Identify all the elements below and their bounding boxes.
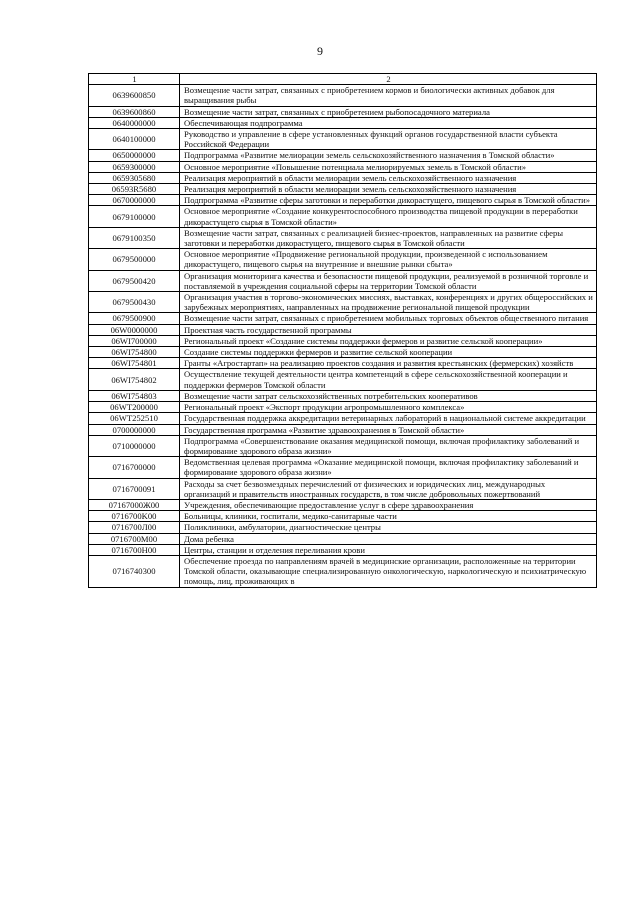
table-row bbox=[89, 390, 597, 401]
row-code: 06WI700000 bbox=[89, 335, 180, 346]
table-row bbox=[89, 555, 597, 587]
table-row bbox=[89, 533, 597, 544]
row-name: Обеспечивающая подпрограмма bbox=[180, 117, 597, 128]
column-header-name: 2 bbox=[180, 74, 597, 85]
row-name: Региональный проект «Создание системы поддержки фермеров и развитие сельской кооперации» bbox=[180, 335, 597, 346]
row-name: Государственная программа «Развитие здравоохранения в Томской области» bbox=[180, 424, 597, 435]
row-name: Дома ребенка bbox=[180, 533, 597, 544]
row-code: 06W0000000 bbox=[89, 324, 180, 335]
row-code: 0670000000 bbox=[89, 195, 180, 206]
row-name: Центры, станции и отделения переливания крови bbox=[180, 544, 597, 555]
table-row bbox=[89, 435, 597, 456]
table-row bbox=[89, 358, 597, 369]
row-name: Подпрограмма «Развитие сферы заготовки и переработки дикорастущего, пищевого сырья в Томской области» bbox=[180, 195, 597, 206]
table-row bbox=[89, 195, 597, 206]
table-row bbox=[89, 85, 597, 106]
table-row bbox=[89, 478, 597, 499]
row-code: 0679100350 bbox=[89, 227, 180, 248]
row-code: 07167000Ж00 bbox=[89, 499, 180, 510]
row-name: Создание системы поддержки фермеров и развитие сельской кооперации bbox=[180, 347, 597, 358]
row-name: Реализация мероприятий в области мелиорации земель сельскохозяйственного назначения bbox=[180, 184, 597, 195]
row-name: Основное мероприятие «Продвижение региональной продукции, произведенной с использованием дикорастущего, пищевого сырья на внутренние и внешние рынки сбыта» bbox=[180, 249, 597, 270]
row-code: 0639600860 bbox=[89, 106, 180, 117]
table-row bbox=[89, 402, 597, 413]
row-name: Ведомственная целевая программа «Оказание медицинской помощи, включая профилактику заболеваний и формирование здорового образа жизни» bbox=[180, 457, 597, 478]
row-name: Расходы за счет безвозмездных перечислений от физических и юридических лиц, международных организаций и правительств иностранных государств, в том числе добровольных пожертвований bbox=[180, 478, 597, 499]
row-name: Руководство и управление в сфере установленных функций органов государственной власти субъекта Российской Федерации bbox=[180, 129, 597, 150]
table-row bbox=[89, 172, 597, 183]
row-name: Реализация мероприятий в области мелиорации земель сельскохозяйственного назначения bbox=[180, 172, 597, 183]
row-code: 0679500000 bbox=[89, 249, 180, 270]
row-name: Основное мероприятие «Повышение потенциала мелиорируемых земель в Томской области» bbox=[180, 161, 597, 172]
row-name: Основное мероприятие «Создание конкурентоспособного производства пищевой продукции в переработки дикорастущего сырья в Томской области» bbox=[180, 206, 597, 227]
row-code: 06WI754802 bbox=[89, 369, 180, 390]
row-name: Гранты «Агростартап» на реализацию проектов создания и развития крестьянских (фермерских) хозяйств bbox=[180, 358, 597, 369]
budget-classification-table bbox=[88, 73, 597, 588]
table-header-row bbox=[89, 74, 597, 85]
table-row bbox=[89, 184, 597, 195]
row-name: Возмещение части затрат, связанных с реализацией бизнес-проектов, направленных на развитие сферы заготовки и переработки дикорастущего, пищевого сырья в Томской области bbox=[180, 227, 597, 248]
table-row bbox=[89, 544, 597, 555]
table-row bbox=[89, 129, 597, 150]
row-code: 0716740300 bbox=[89, 555, 180, 587]
row-code: 0639600850 bbox=[89, 85, 180, 106]
row-code: 0679500900 bbox=[89, 313, 180, 324]
table-row bbox=[89, 413, 597, 424]
table-row bbox=[89, 335, 597, 346]
table-row bbox=[89, 227, 597, 248]
row-name: Проектная часть государственной программы bbox=[180, 324, 597, 335]
table-row bbox=[89, 313, 597, 324]
page-number: 9 bbox=[317, 44, 323, 58]
row-code: 06WI754803 bbox=[89, 390, 180, 401]
row-code: 0716700M00 bbox=[89, 533, 180, 544]
row-code: 0679100000 bbox=[89, 206, 180, 227]
row-code: 0716700000 bbox=[89, 457, 180, 478]
table-row bbox=[89, 117, 597, 128]
table-row bbox=[89, 150, 597, 161]
row-code: 06WT200000 bbox=[89, 402, 180, 413]
row-code: 0650000000 bbox=[89, 150, 180, 161]
row-code: 06WT252510 bbox=[89, 413, 180, 424]
table-row bbox=[89, 511, 597, 522]
row-name: Возмещение части затрат, связанных с приобретением рыбопосадочного материала bbox=[180, 106, 597, 117]
column-header-code: 1 bbox=[89, 74, 180, 85]
row-code: 0716700Л00 bbox=[89, 522, 180, 533]
table-row bbox=[89, 424, 597, 435]
table-row bbox=[89, 249, 597, 270]
table-row bbox=[89, 522, 597, 533]
row-code: 0679500430 bbox=[89, 292, 180, 313]
row-code: 0716700091 bbox=[89, 478, 180, 499]
table-row bbox=[89, 106, 597, 117]
row-code: 06593R5680 bbox=[89, 184, 180, 195]
row-code: 0659305680 bbox=[89, 172, 180, 183]
row-name: Подпрограмма «Совершенствование оказания медицинской помощи, включая профилактику заболеваний и формирование здорового образа жизни» bbox=[180, 435, 597, 456]
row-code: 0716700H00 bbox=[89, 544, 180, 555]
row-name: Больницы, клиники, госпитали, медико-санитарные части bbox=[180, 511, 597, 522]
table-row bbox=[89, 347, 597, 358]
row-code: 06WI754800 bbox=[89, 347, 180, 358]
row-name: Организация мониторинга качества и безопасности пищевой продукции, реализуемой в розничной торговле и поставляемой в учреждения социальной сферы на территории Томской области bbox=[180, 270, 597, 291]
row-code: 0679500420 bbox=[89, 270, 180, 291]
row-name: Государственная поддержка аккредитации ветеринарных лабораторий в национальной системе аккредитации bbox=[180, 413, 597, 424]
row-name: Поликлиники, амбулатории, диагностические центры bbox=[180, 522, 597, 533]
table-row bbox=[89, 324, 597, 335]
row-code: 0700000000 bbox=[89, 424, 180, 435]
table-row bbox=[89, 369, 597, 390]
row-code: 0716700K00 bbox=[89, 511, 180, 522]
table-row bbox=[89, 457, 597, 478]
table-row bbox=[89, 499, 597, 510]
table-row bbox=[89, 161, 597, 172]
table-row bbox=[89, 292, 597, 313]
row-name: Учреждения, обеспечивающие предоставление услуг в сфере здравоохранения bbox=[180, 499, 597, 510]
row-name: Обеспечение проезда по направлениям врачей в медицинские организации, расположенные на территории Томской области, оказывающие специализированную онкологическую, наркологическую и психиатрическую помощь, лиц, проживающих в bbox=[180, 555, 597, 587]
row-name: Возмещение части затрат сельскохозяйственных потребительских кооперативов bbox=[180, 390, 597, 401]
row-name: Осуществление текущей деятельности центра компетенций в сфере сельскохозяйственной кооперации и поддержки фермеров Томской области bbox=[180, 369, 597, 390]
row-code: 0640100000 bbox=[89, 129, 180, 150]
row-code: 0640000000 bbox=[89, 117, 180, 128]
row-name: Возмещение части затрат, связанных с приобретением кормов и биологически активных добавок для выращивания рыбы bbox=[180, 85, 597, 106]
row-code: 06WI754801 bbox=[89, 358, 180, 369]
row-code: 0659300000 bbox=[89, 161, 180, 172]
row-code: 0710000000 bbox=[89, 435, 180, 456]
row-name: Региональный проект «Экспорт продукции агропромышленного комплекса» bbox=[180, 402, 597, 413]
table-row bbox=[89, 270, 597, 291]
row-name: Организация участия в торгово-экономических миссиях, выставках, конференциях и других общероссийских и зарубежных мероприятиях, направленных на продвижение региональной пищевой продукции bbox=[180, 292, 597, 313]
row-name: Возмещение части затрат, связанных с приобретением мобильных торговых объектов общественного питания bbox=[180, 313, 597, 324]
row-name: Подпрограмма «Развитие мелиорации земель сельскохозяйственного назначения в Томской области» bbox=[180, 150, 597, 161]
table-row bbox=[89, 206, 597, 227]
